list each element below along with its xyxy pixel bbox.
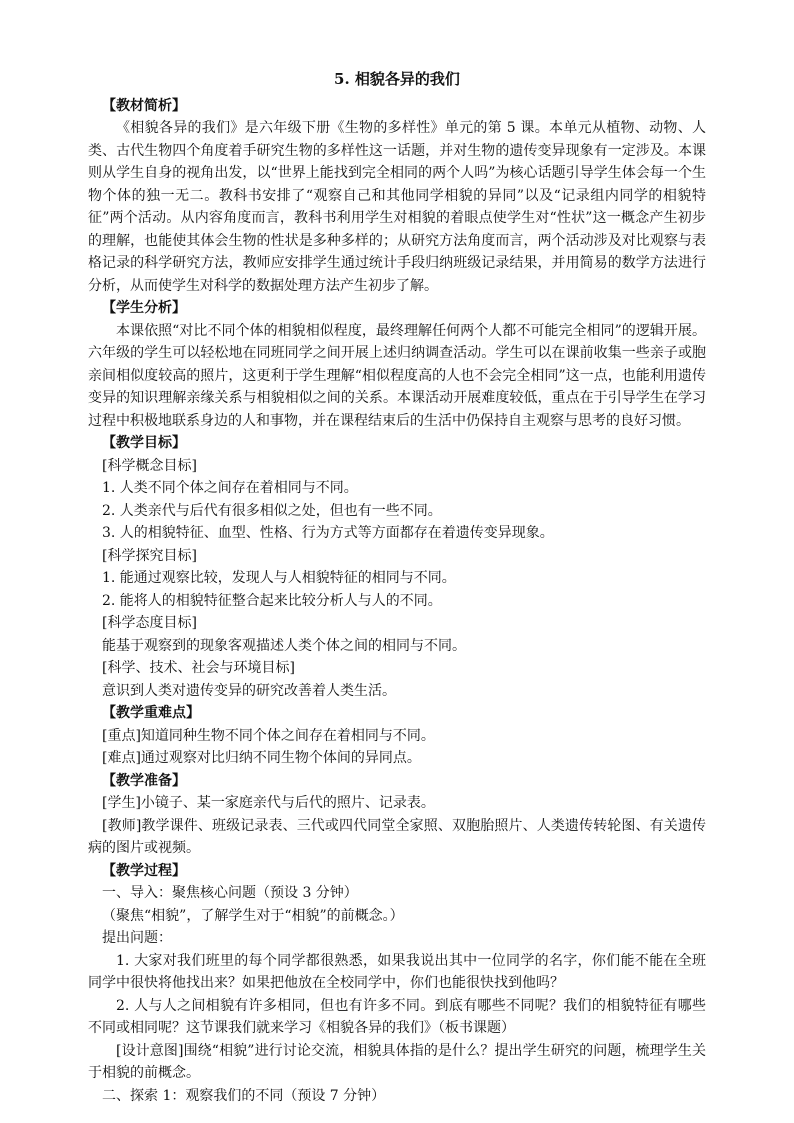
heading-xuesheng: 【学生分析】 <box>102 300 186 316</box>
taidu-text: 能基于观察到的现象客观描述人类个体之间的相同与不同。 <box>102 637 466 654</box>
para-jiaocai: 《相貌各异的我们》是六年级下册《生物的多样性》单元的第 5 课。本单元从植物、动物、人类、古代生物四个角度着手研究生物的多样性这一话题，并对生物的遗传变异现象有一定涉及。本课则从学生自身的视角出发，以“世界上能找到完全相同的两个人吗”为核心话题引导学生体会每一个生物个体的独一无二。教科书安排了“观察自己和其他同学相貌的异同”以及“记录组内同学的相貌特征”两个活动。从内容角度而言，教科书利用学生对相貌的着眼点使学生对“性状”这一概念产生初步的理解，也能使其体会生物的性状是多种多样的；从研究方法角度而言，两个活动涉及对比观察与表格记录的科学研究方法，教师应安排学生通过统计手段归纳班级记录结果，并用简易的数学方法进行分析，从而使学生对科学的数据处理方法产生初步了解。 <box>88 120 706 294</box>
step-1-title: 一、导入：聚焦核心问题（预设 3 分钟） <box>102 885 358 901</box>
page-title: 5. 相貌各异的我们 <box>334 70 460 88</box>
heading-jiaocai: 【教材简析】 <box>102 97 186 114</box>
gainian-item-3: 3. 人的相貌特征、血型、性格、行为方式等方面都存在着遗传变异现象。 <box>102 525 554 541</box>
heading-guocheng: 【教学过程】 <box>102 862 186 879</box>
heading-zhongnandian: 【教学重难点】 <box>102 705 200 721</box>
label-gainian: [科学概念目标] <box>102 457 197 474</box>
heading-zhunbei: 【教学准备】 <box>102 772 186 789</box>
label-tanjiu: [科学探究目标] <box>102 547 197 564</box>
sheji-yitu: [设计意图]围绕“相貌”进行讨论交流，相貌具体指的是什么？提出学生研究的问题，梳理学生关于相貌的前概念。 <box>88 1042 706 1081</box>
label-stse: [科学、技术、社会与环境目标] <box>102 660 295 676</box>
question-1: 1. 大家对我们班里的每个同学都很熟悉，如果我说出其中一位同学的名字，你们能不能在全班同学中很快将他找出来？如果把他放在全校同学中，你们也能很快找到他吗？ <box>88 952 706 991</box>
label-taidu: [科学态度目标] <box>102 615 197 631</box>
nandian-text: [难点]通过观察对比归纳不同生物个体间的异同点。 <box>102 750 421 766</box>
document-body <box>88 68 706 1107</box>
para-xuesheng: 本课依照“对比不同个体的相貌相似程度，最终理解任何两个人都不可能完全相同”的逻辑开展。六年级的学生可以轻松地在同班同学之间开展上述归纳调查活动。学生可以在课前收集一些亲子或胞亲间相似度较高的照片，这更利于学生理解“相似程度高的人也不会完全相同”这一点，也能利用遗传变异的知识理解亲缘关系与相貌相似之间的关系。本课活动开展难度较低，重点在于引导学生在学习过程中积极地联系身边的人和事物，并在课程结束后的生活中仍保持自主观察与思考的良好习惯。 <box>88 322 706 429</box>
zhongdian-text: [重点]知道同种生物不同个体之间存在着相同与不同。 <box>102 727 435 744</box>
gainian-item-2: 2. 人类亲代与后代有很多相似之处，但也有一些不同。 <box>102 502 442 519</box>
zhunbei-xuesheng: [学生]小镜子、某一家庭亲代与后代的照片、记录表。 <box>102 795 435 811</box>
question-2: 2. 人与人之间相貌有许多相同，但也有许多不同。到底有哪些不同呢？我们的相貌特征有哪些不同或相同呢？这节课我们就来学习《相貌各异的我们》（板书课题） <box>88 997 706 1036</box>
zhunbei-jiaoshi: [教师]教学课件、班级记录表、三代或四代同堂全家照、双胞胎照片、人类遗传转轮图、有关遗传病的图片或视频。 <box>88 817 706 856</box>
step-2-title: 二、探索 1：观察我们的不同（预设 7 分钟） <box>102 1087 386 1104</box>
step-1-note: （聚焦“相貌”，了解学生对于“相貌”的前概念。） <box>102 907 404 924</box>
gainian-item-1: 1. 人类不同个体之间存在着相同与不同。 <box>102 480 358 496</box>
tanjiu-item-1: 1. 能通过观察比较，发现人与人相貌特征的相同与不同。 <box>102 570 456 586</box>
stse-text: 意识到人类对遗传变异的研究改善着人类生活。 <box>102 682 396 699</box>
heading-mubiao: 【教学目标】 <box>102 435 186 451</box>
tanjiu-item-2: 2. 能将人的相貌特征整合起来比较分析人与人的不同。 <box>102 592 442 609</box>
tiwen-label: 提出问题： <box>102 930 172 946</box>
